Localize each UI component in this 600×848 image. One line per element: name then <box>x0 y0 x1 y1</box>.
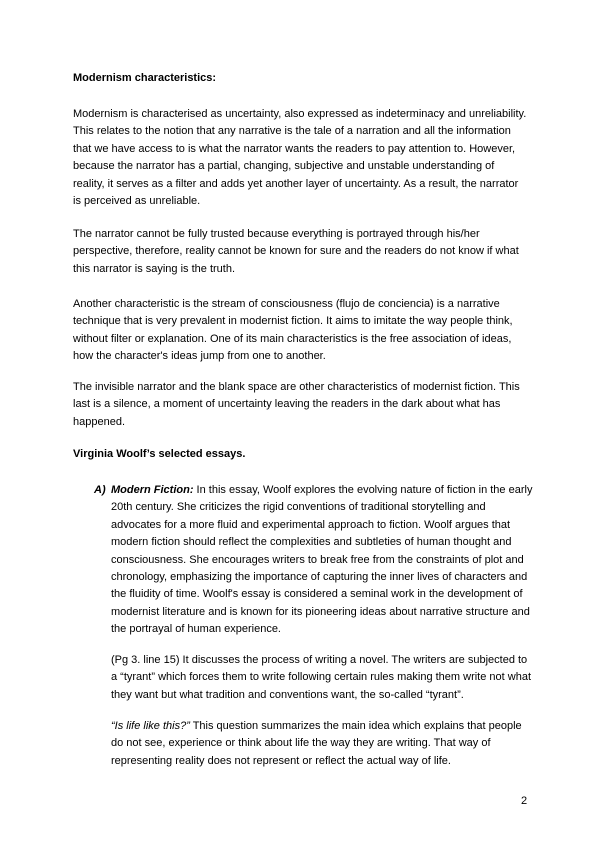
woolf-essays-heading: Virginia Woolf’s selected essays. <box>73 448 246 460</box>
paragraph-uncertainty: Modernism is characterised as uncertainty, also expressed as indeterminacy and unreliability. This relates to the notion that any narrative is the tale of a narration and all the information that we have access to is what the narrator wants the readers to pay attention to. However, because the narrator has a partial, changing, subjective and unstable understanding of reality, it serves as a filter and adds yet another layer of uncertainty. As a result, the narrator is perceived as unreliable. <box>73 108 527 208</box>
page-number: 2 <box>521 795 528 807</box>
life-question-quote: “Is life like this?” <box>111 720 190 732</box>
paragraph-stream-of-consciousness: Another characteristic is the stream of consciousness (flujo de conciencia) is a narrative technique that is very prevalent in modernist fiction. It aims to imitate the way people think, without filter or explanation. One of its main characteristics is the free association of ideas, how the character's ideas jump from one to another. <box>73 298 513 363</box>
life-question-text: This question summarizes the main idea which explains that people do not see, experience or think about life the way they are writing. That way of representing reality does not represent or reflect the actual way of life. <box>111 720 522 767</box>
modern-fiction-body: In this essay, Woolf explores the evolving nature of fiction in the early 20th century. She criticizes the rigid conventions of traditional storytelling and advocates for a more fluid and experimental approach to fiction. Woolf argues that modern fiction should reflect the complexities and subtleties of human thought and consciousness. She encourages writers to break free from the constraints of plot and chronology, emphasizing the importance of capturing the inner lives of characters and the fluidity of time. Woolf's essay is considered a seminal work in the development of modernist literature and is known for its pioneering ideas about narrative structure and the portrayal of human experience. <box>111 484 533 636</box>
paragraph-invisible-narrator: The invisible narrator and the blank space are other characteristics of modernist fiction. This last is a silence, a moment of uncertainty leaving the readers in the dark about what has happened. <box>73 381 520 428</box>
paragraph-narrator-trust: The narrator cannot be fully trusted because everything is portrayed through his/her perspective, therefore, reality cannot be known for sure and the readers do not know if what this narrator is saying is the truth. <box>73 228 519 275</box>
modern-fiction-summary <box>111 482 534 639</box>
paragraph-tyrant: (Pg 3. line 15) It discusses the process of writing a novel. The writers are subjected to a “tyrant” which forces them to write following certain rules making them write not what they want but what tradition and conventions want, the so-called “tyrant”. <box>111 654 531 701</box>
modern-fiction-title: Modern Fiction: <box>111 484 194 496</box>
modernism-heading: Modernism characteristics: <box>73 72 217 84</box>
list-label: A) <box>94 484 106 496</box>
paragraph-life-question <box>111 718 534 770</box>
